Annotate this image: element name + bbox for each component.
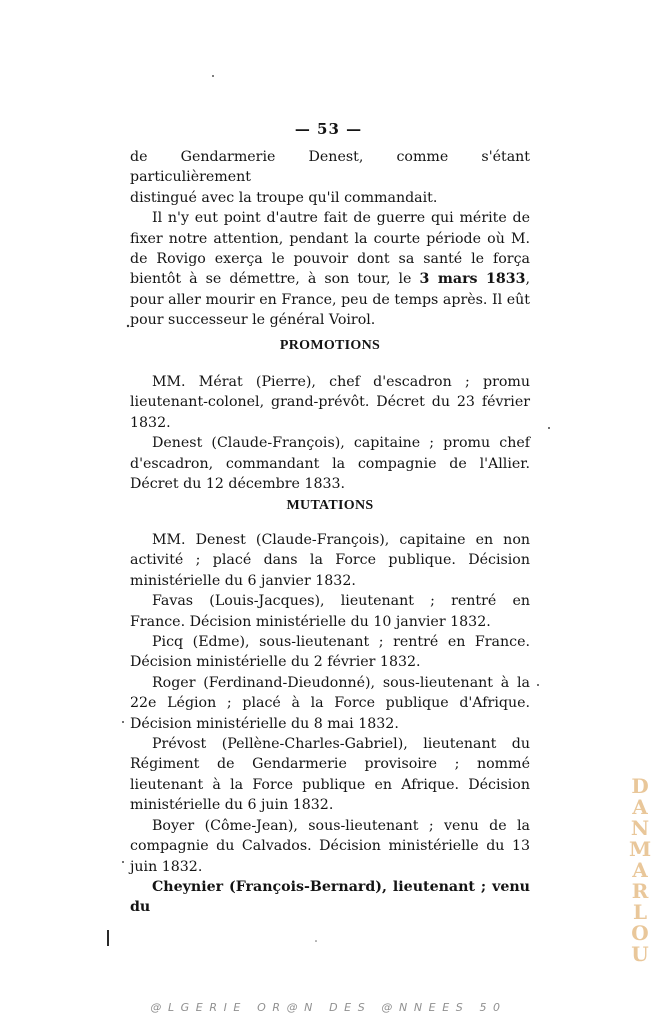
intro-paragraph-text: Il n'y eut point d'autre fait de guerre qui mérite de fixer notre attention, pendant la courte période où M. de Rovigo exerça le pouvoir dont sa santé le força bientôt à se démettre, à son tour, le xyxy=(130,210,530,288)
promotion-entry: Denest (Claude-François), capitaine ; promu chef d'escadron, commandant la compagnie de l'Allier. Décret du 12 décembre 1833. xyxy=(130,435,530,493)
page-number: — 53 — xyxy=(294,120,363,138)
intro-date: 3 mars 1833 xyxy=(419,271,526,288)
mutation-entry: Cheynier (François-Bernard), lieutenant ; venu du xyxy=(130,878,530,916)
mutation-entry: Roger (Ferdinand-Dieudonné), sous-lieutenant à la 22e Légion ; placé à la Force publique d'Afrique. Décision ministérielle du 8 mai 1832. xyxy=(130,674,530,732)
scan-mark xyxy=(107,930,109,946)
watermark-letter: M xyxy=(629,837,652,861)
intro-line-1: de Gendarmerie Denest, comme s'étant particulièrement xyxy=(130,149,530,186)
intro-line-2: distingué avec la troupe qu'il commandait. xyxy=(130,189,438,206)
scan-dust xyxy=(127,325,129,327)
footer-caption: @LGERIE OR@N DES @NNEES 50 xyxy=(150,1001,507,1014)
scan-dust xyxy=(315,940,317,942)
scan-dust xyxy=(122,721,124,723)
scan-dust xyxy=(212,75,214,77)
intro-paragraph-end: , pour aller mourir en France, peu de temps après. Il eût pour successeur le général Voirol. xyxy=(130,271,531,329)
scan-dust xyxy=(122,861,124,863)
promotions-heading: PROMOTIONS xyxy=(279,338,381,353)
watermark-letter: A xyxy=(632,795,648,819)
scan-dust xyxy=(537,684,539,686)
watermark-letter: R xyxy=(631,879,649,903)
mutation-entry: Picq (Edme), sous-lieutenant ; rentré en France. Décision ministérielle du 2 février 1832. xyxy=(130,634,530,671)
watermark-letter: L xyxy=(632,900,648,924)
mutations-heading: MUTATIONS xyxy=(286,498,374,513)
mutation-entry: Favas (Louis-Jacques), lieutenant ; rentré en France. Décision ministérielle du 10 janvier 1832. xyxy=(130,593,530,630)
mutation-entry: Prévost (Pellène-Charles-Gabriel), lieutenant du Régiment de Gendarmerie provisoire ; nommé lieutenant à la Force publique en Afrique. Décision ministérielle du 6 juin 1832. xyxy=(130,736,530,814)
watermark-letter: A xyxy=(632,858,648,882)
mutation-entry: Boyer (Côme-Jean), sous-lieutenant ; venu de la compagnie du Calvados. Décision ministérielle du 13 juin 1832. xyxy=(130,817,530,875)
watermark-letter: N xyxy=(630,816,650,840)
watermark-letter: U xyxy=(631,942,649,966)
promotion-entry: MM. Mérat (Pierre), chef d'escadron ; promu lieutenant-colonel, grand-prévôt. Décret du 23 février 1832. xyxy=(130,374,530,431)
scan-dust xyxy=(548,427,550,429)
watermark-letter: D xyxy=(631,774,649,798)
watermark-letter: O xyxy=(631,921,649,945)
mutation-entry: MM. Denest (Claude-François), capitaine en non activité ; placé dans la Force publique. Décision ministérielle du 6 janvier 1832. xyxy=(130,532,530,589)
